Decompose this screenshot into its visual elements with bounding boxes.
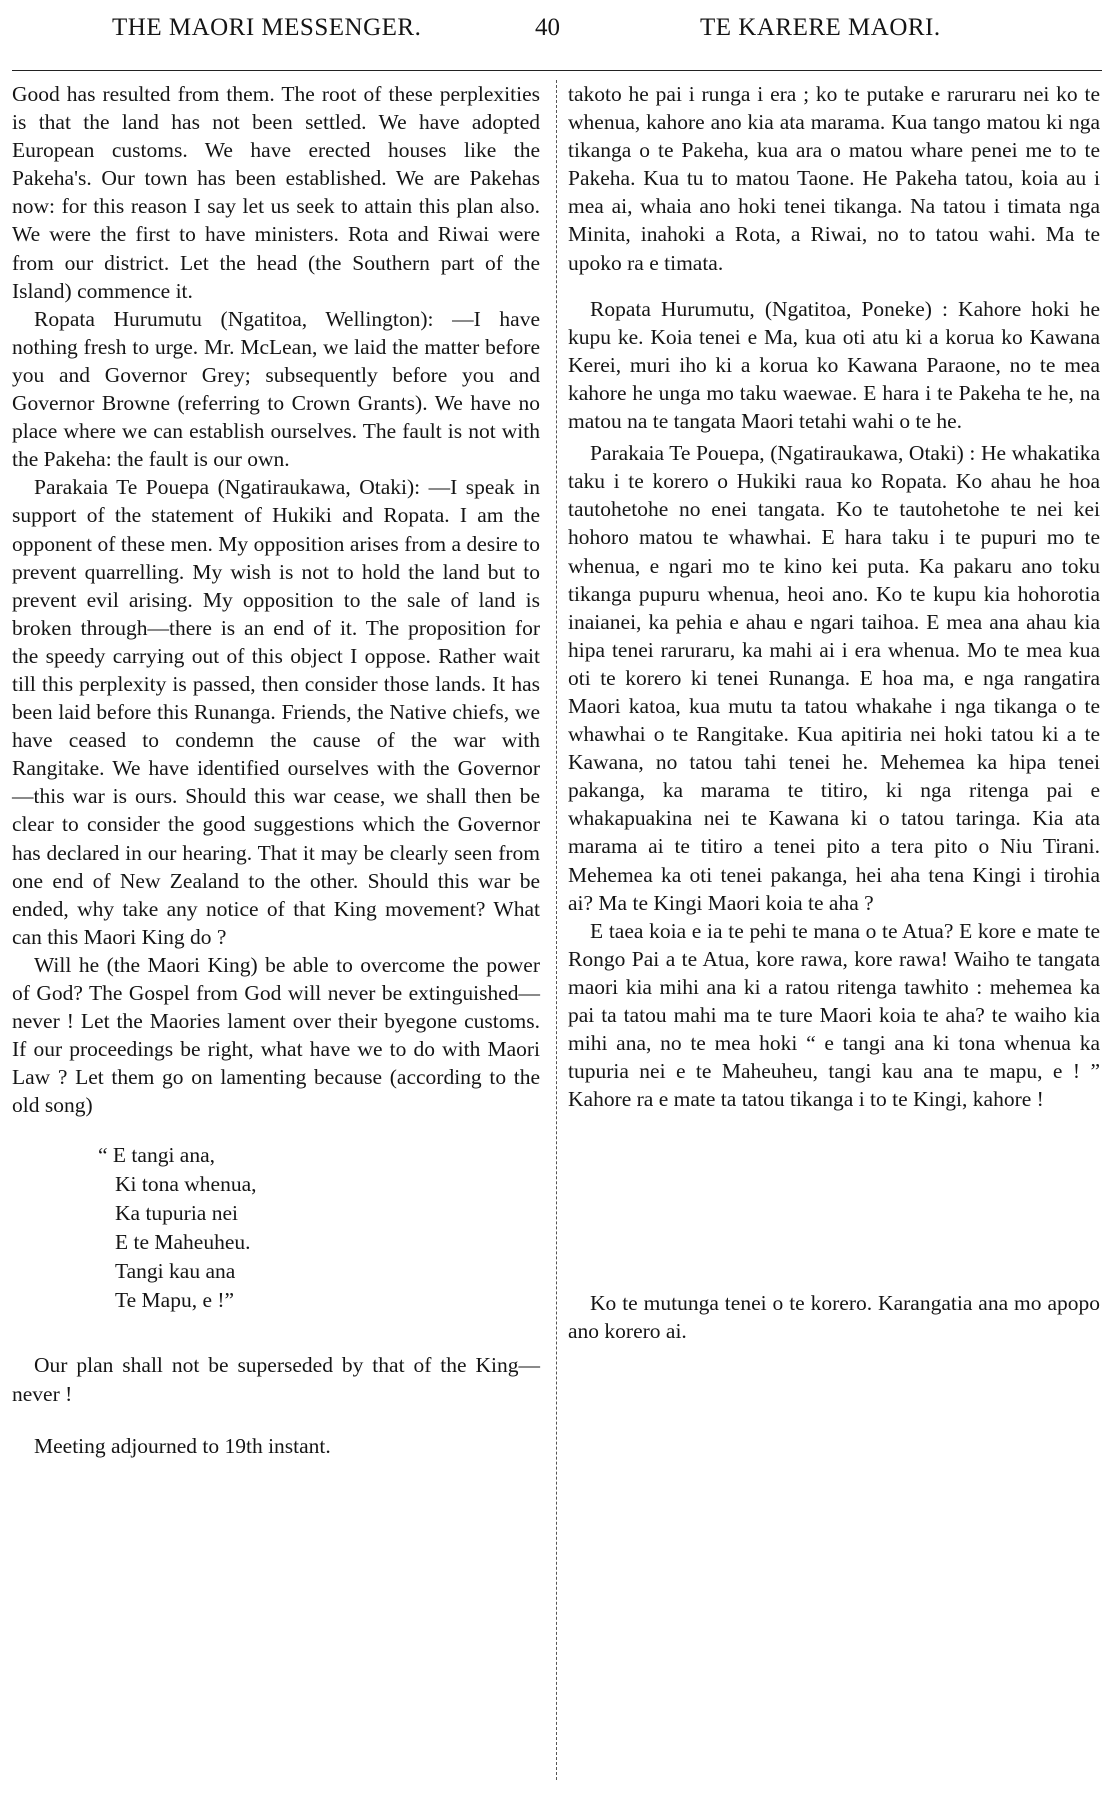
maori-paragraph-1: takoto he pai i runga i era ; ko te putake e raruraru nei ko te whenua, kahore ano kia ata marama. Kua tango matou ki nga tikanga o te Pakeha, kua ara o matou whare penei me to te Pakeha. Kua tu to matou Taone. He Pakeha tatou, koia au i mea ai, whaia ano hoki tenei tikanga. Na tatou i timata nga Minita, inahoki a Rota, a Riwai, no to tatou wahi. Ma te upoko ra e timata.: [568, 82, 1100, 275]
english-adjournment-note: Meeting adjourned to 19th instant.: [34, 1433, 331, 1458]
english-paragraph-4: Will he (the Maori King) be able to overcome the power of God? The Gospel from God will never be extinguished—never ! Let the Maories lament over their byegone customs. If our proceedings be right, what have we to do with Maori Law ? Let them go on lamenting because (according to the old song): [12, 952, 540, 1118]
maori-closing-note: Ko te mutunga tenei o te korero. Karangatia ana mo apopo ano korero ai.: [568, 1291, 1100, 1344]
poem-line-1: “ E tangi ana,: [98, 1143, 216, 1168]
maori-paragraph-4: E taea koia e ia te pehi te mana o te Atua? E kore e mate te Rongo Pai a te Atua, kore rawa, kore rawa! Waiho te tangata maori kia mihi ana ki a ratou ritenga tawhito : mehemea ka pai ta tatou mahi ma te ture Maori koia te aha? te waiho kia mihi ana, no te mea hoki “ e tangi ana ki tona whenua ka tupuria nei e te Maheuheu, tangi kau ana te mapu, e ! ” Kahore ra e mate ta tatou tikanga i to te Kingi, kahore !: [568, 918, 1100, 1112]
english-paragraph-1: Good has resulted from them. The root of these perplexities is that the land has not been settled. We have adopted European customs. We have erected houses like the Pakeha's. Our town has been established. We are Pakehas now: for this reason I say let us seek to attain this plan also. We were the first to have ministers. Rota and Riwai were from our district. Let the head (the Southern part of the Island) commence it.: [12, 82, 540, 303]
maori-paragraph-3: Parakaia Te Pouepa, (Ngatiraukawa, Otaki) : He whakatika taku i te korero o Hukiki raua ko Ropata. Ko ahau he hoa tautohetohe no enei tangata. Ko te tautohetohe te nei kei hohoro matou te whawhai. E hara taku i te pupuri mo te whenua, e ngari mo te kino kei puta. Ka pakaru ano toku tikanga pupuru whenua, heoi ano. Ko te kupu kia hohorotia inaianei, ka pehia e ahau e ngari taihoa. E mea ana ahau kia hipa tenei raruraru, ka mahi ai i era whenua. Mo te mea kua oti te korero ki tenei Runanga. E hoa ma, e nga rangatira Maori katoa, kua mutu ta tatou whakahe i nga tikanga o te whawhai o te Rangitake. Kua apitiria nei hoki tatou ki a te Kawana, no tatou tahi tenei he. Mehemea ka hipa tenei pakanga, ka marama te titiro, ki nga ritenga pai e whakapuakina nei te Kawana ki o tatou taringa. Kia ata marama ai te titiro a tenei pito a tera pito o Niu Tirani. Mehemea ka oti tenei pakanga, hei aha tena Kingi i tirohia ai? Ma te Kingi Maori koia te aha ?: [568, 441, 1100, 915]
poem-verse: [12, 1141, 540, 1315]
english-paragraph-2: Ropata Hurumutu (Ngatitoa, Wellington): —I have nothing fresh to urge. Mr. McLean, we laid the matter before you and Governor Grey; subsequently before you and Governor Browne (referring to Crown Grants). We have no place where we can establish ourselves. The fault is not with the Pakeha: the fault is our own.: [12, 306, 540, 472]
english-paragraph-3: Parakaia Te Pouepa (Ngatiraukawa, Otaki): —I speak in support of the statement of Hukiki and Ropata. I am the opponent of these men. My opposition arises from a desire to prevent quarrelling. My wish is not to hold the land but to prevent evil arising. My opposition to the sale of land is broken through—there is an end of it. The proposition for the speedy carrying out of this object I oppose. Rather wait till this perplexity is passed, then consider those lands. It has been laid before this Runanga. Friends, the Native chiefs, we have ceased to condemn the cause of the war with Rangitake. We have identified ourselves with the Governor—this war is ours. Should this war cease, we shall then be clear to consider the good suggestions which the Governor has declared in our hearing. That it may be clearly seen from one end of New Zealand to the other. Should this war be ended, why take any notice of that King movement? What can this Maori King do ?: [12, 475, 540, 949]
english-column: [12, 80, 540, 1460]
maori-column: [568, 80, 1100, 1346]
poem-line-2: Ki tona whenua,: [115, 1172, 257, 1197]
maori-paragraph-2: Ropata Hurumutu, (Ngatitoa, Poneke) : Kahore hoki he kupu ke. Koia tenei e Ma, kua oti atu ki a korua ko Kawana Kerei, muri iho ki a korua ko Kawana Paraone, no te mea kahore he unga mo taku waewae. E hara i te Pakeha te he, na matou na te tangata Maori tetahi wahi o te he.: [568, 296, 1100, 434]
poem-line-3: Ka tupuria nei: [115, 1201, 238, 1226]
poem-line-5: Tangi kau ana: [115, 1259, 236, 1284]
header-rule: [12, 70, 1102, 71]
poem-line-6: Te Mapu, e !”: [115, 1288, 235, 1313]
page-header: [0, 14, 1114, 54]
english-paragraph-5: Our plan shall not be superseded by that of the King—never !: [12, 1353, 540, 1406]
poem-line-4: E te Maheuheu.: [115, 1230, 251, 1255]
header-title-maori: TE KARERE MAORI.: [700, 14, 941, 41]
column-divider: [556, 80, 557, 1780]
header-title-english: THE MAORI MESSENGER.: [112, 14, 422, 41]
page-number: 40: [535, 14, 560, 41]
